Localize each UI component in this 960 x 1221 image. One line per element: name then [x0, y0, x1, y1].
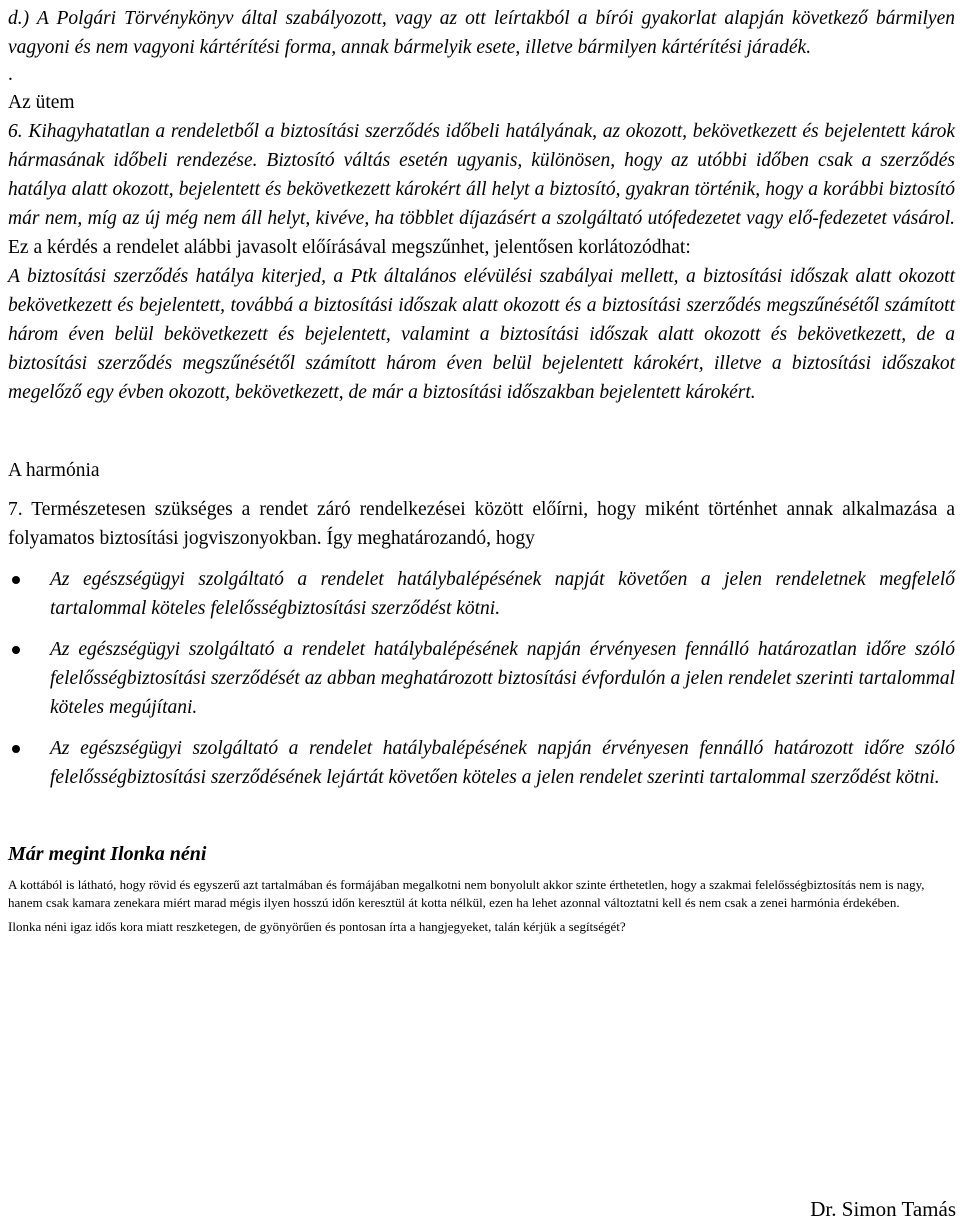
paragraph-6-normal: Ez a kérdés a rendelet alábbi javasolt előírásával megszűnhet, jelentősen korlátozódhat: — [8, 237, 691, 258]
heading-a-harmonia: A harmónia — [8, 460, 100, 481]
bullet-item — [8, 635, 955, 722]
document-page — [8, 4, 955, 936]
heading-az-utem: Az ütem — [8, 92, 75, 113]
dot-separator: . — [8, 64, 13, 85]
author-signature: Dr. Simon Tamás — [810, 1197, 956, 1221]
ilonka-paragraph-2: Ilonka néni igaz idős kora miatt reszketegen, de gyönyörűen és pontosan írta a hangjegyeket, talán kérjük a segítségét? — [8, 919, 626, 934]
bullet-text: Az egészségügyi szolgáltató a rendelet hatálybalépésének napját követően a jelen rendeletnek megfelelő tartalommal köteles felelősségbiztosítási szerződést kötni. — [50, 569, 955, 619]
bullet-text: Az egészségügyi szolgáltató a rendelet hatálybalépésének napján érvényesen fennálló határozott időre szóló felelősségbiztosítási szerződésének lejártát követően köteles a jelen rendelet szerinti tartalommal szerződést kötni. — [50, 738, 955, 788]
bullet-item — [8, 565, 955, 623]
paragraph-6-italic: 6. Kihagyhatatlan a rendeletből a biztosítási szerződés időbeli hatályának, az okozott, bekövetkezett és bejelentett károk hármasának időbeli rendezése. Biztosító váltás esetén ugyanis, különösen, hogy az utóbbi időben csak a szerződés hatálya alatt okozott, bejelentett és bekövetkezett károkért áll helyt a biztosító, gyakran történik, hogy a korábbi biztosító már nem, míg az új még nem áll helyt, kivéve, ha többlet díjazásért a szolgáltató utófedezetet vagy elő-fedezetet vásárol. — [8, 121, 955, 229]
proposal-paragraph: A biztosítási szerződés hatálya kiterjed, a Ptk általános elévülési szabályai mellett, a biztosítási időszak alatt okozott bekövetkezett és bejelentett, továbbá a biztosítási időszak alatt okozott és a biztosítási szerződés megszűnésétől számított három éven belül bekövetkezett és bejelentett, valamint a biztosítási időszak alatt okozott és bekövetkezett, de a biztosítási szerződés megszűnésétől számított három éven belül bejelentett károkért, illetve a biztosítási időszakot megelőző egy évben okozott, bekövetkezett, de már a biztosítási időszakban bejelentett károkért. — [8, 266, 955, 403]
spacer — [8, 407, 955, 456]
paragraph-d: d.) A Polgári Törvénykönyv által szabályozott, vagy az ott leírtakból a bírói gyakorlat alapján következő bármilyen vagyoni és nem vagyoni kártérítési forma, annak bármelyik esete, illetve bármilyen kártérítési járadék. — [8, 8, 955, 58]
ilonka-paragraph-1: A kottából is látható, hogy rövid és egyszerű azt tartalmában és formájában megalkotni nem bonyolult akkor szinte érthetetlen, hogy a szakmai felelősségbiztosítás nem is nagy, hanem csak kamara zenekara miért marad mégis ilyen hosszú időn keresztül át kotta nélkül, ezen ha lehet azonnal változtatni kell és nem csak a zenei harmónia érdekében. — [8, 877, 925, 910]
bullet-list — [8, 565, 955, 792]
bullet-item — [8, 734, 955, 792]
bullet-icon — [12, 646, 20, 654]
bullet-text: Az egészségügyi szolgáltató a rendelet hatálybalépésének napján érvényesen fennálló határozatlan időre szóló felelősségbiztosítási szerződését az abban meghatározott biztosítási évfordulón a jelen rendelet szerinti tartalommal köteles megújítani. — [50, 639, 955, 718]
bullet-icon — [12, 745, 20, 753]
heading-ilonka-neni: Már megint Ilonka néni — [8, 843, 207, 865]
paragraph-6 — [8, 117, 955, 262]
bullet-icon — [12, 576, 20, 584]
paragraph-7: 7. Természetesen szükséges a rendet záró rendelkezései között előírni, hogy miként történhet annak alkalmazása a folyamatos biztosítási jogviszonyokban. Így meghatározandó, hogy — [8, 499, 955, 549]
